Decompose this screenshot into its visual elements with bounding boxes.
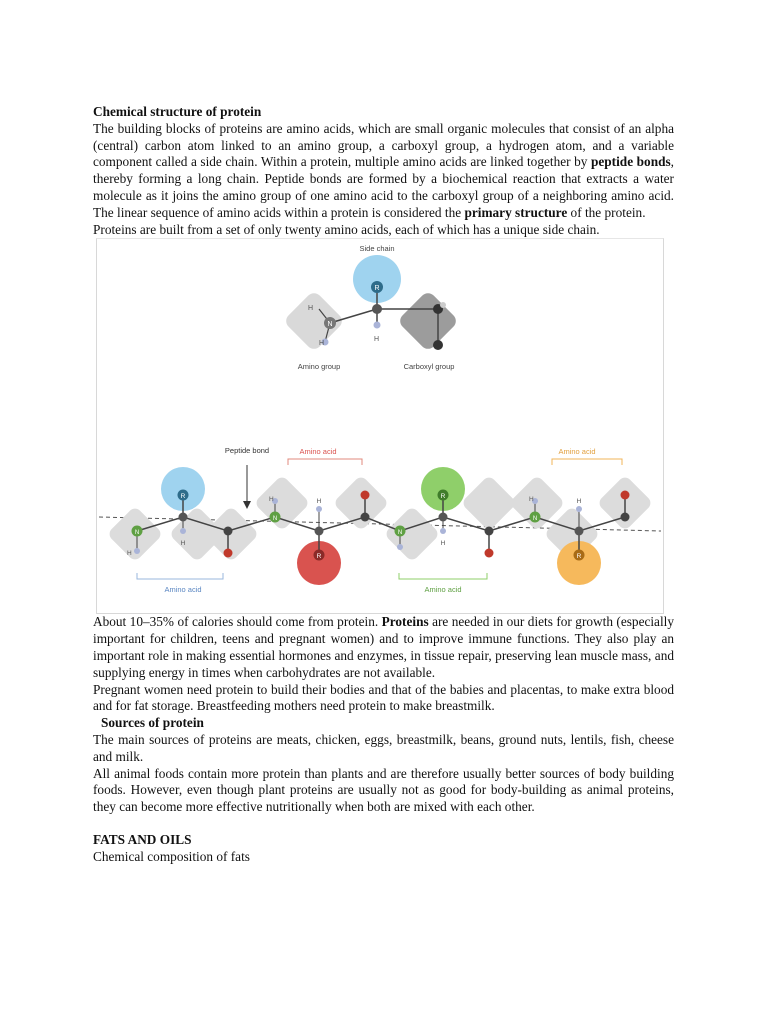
atom-label-n: N (272, 516, 278, 523)
atom-label-h: H (127, 550, 132, 558)
atom-label-h: H (440, 540, 446, 548)
text: , thereby forming a long chain. Peptide bonds are formed by a biochemical reaction that extracts a water molecule as it joins the amino group of one amino acid to the carboxyl group of a neighboring amino acid. The linear sequence of amino acids within a protein is considered the (93, 154, 674, 220)
carboxyl-group-diamond (397, 290, 459, 352)
text: About 10–35% of calories should come from protein. (93, 614, 382, 630)
label-peptide-bond: Peptide bond (224, 446, 270, 456)
text: The building blocks of proteins are amino acids, which are small organic molecules that consist of an alpha (central) carbon atom linked to an amino group, a carboxyl group, a hydrogen atom, and a variable component called a side chain. Within a protein, multiple amino acids are linked together by (93, 120, 674, 170)
paragraph-calories (93, 614, 674, 681)
atom-label-n: N (397, 530, 403, 537)
atom-label-r: R (440, 493, 446, 501)
subheading-composition-fats: Chemical composition of fats (93, 848, 250, 864)
atom-label-n: N (532, 516, 538, 523)
polypeptide-chain (99, 446, 661, 594)
atom-label-h: H (180, 540, 186, 548)
atom-label-h: H (308, 305, 314, 313)
atom-label-h: H (316, 498, 322, 506)
spacer (93, 816, 674, 832)
paragraph-pregnant-women: Pregnant women need protein to build their bodies and that of the babies and placentas, to make extra blood and for fat storage. Breastfeeding mothers need protein to make breastmilk. (93, 681, 674, 714)
paragraph-twenty-amino-acids: Proteins are built from a set of only twenty amino acids, each of which has a unique side chain. (93, 221, 600, 237)
atom-label-h: H (319, 340, 325, 348)
atom-label-r: R (316, 553, 322, 561)
single-amino-acid (283, 244, 459, 371)
bold-primary-structure: primary structure (464, 204, 568, 220)
atom-label-h: H (529, 496, 534, 504)
alpha-carbon (372, 304, 382, 314)
atom-label-h: H (576, 498, 582, 506)
section-heading-protein-structure: Chemical structure of protein (93, 104, 262, 119)
paragraph-main-sources: The main sources of proteins are meats, chicken, eggs, breastmilk, beans, ground nuts, lentils, fish, cheese and milk. (93, 731, 674, 764)
paragraph-animal-foods: All animal foods contain more protein than plants and are therefore usually better sources of body building foods. However, even though plant proteins are usually not as good for body-building as animal proteins, they can become more effective nutritionally when both are mixed with each other. (93, 765, 674, 815)
text: of the protein. (567, 204, 646, 220)
atom-label-h: H (374, 336, 380, 344)
atom-label-r: R (180, 493, 186, 501)
section-heading-fats: FATS AND OILS (93, 831, 192, 847)
hydrogen-atom (374, 322, 381, 329)
amino-acid-figure (96, 238, 664, 614)
bold-proteins: Proteins (381, 614, 429, 630)
label-amino-group: Amino group (297, 362, 341, 372)
amino-acid-diagram (97, 239, 663, 613)
label-amino-acid-green: Amino acid (424, 585, 462, 595)
label-amino-acid-blue: Amino acid (164, 585, 202, 595)
text: are needed in our diets for growth (especially important for children, teens and pregnant women) and to improve immune functions. They also play an important role in making essential hormones and enzymes, in tissue repair, preserving lean muscle mass, and supplying energy in times when carbohydrates are not available. (93, 614, 674, 680)
label-amino-acid-orange: Amino acid (558, 447, 596, 457)
section-heading-sources: Sources of protein (101, 715, 204, 731)
bold-peptide-bonds: peptide bonds (590, 154, 671, 170)
label-side-chain: Side chain (359, 244, 395, 254)
atom-label-n: N (134, 530, 140, 537)
document-page (93, 104, 674, 866)
paragraph-protein-structure (93, 121, 674, 222)
atom-label-n: N (327, 321, 333, 329)
label-amino-acid-red: Amino acid (299, 447, 337, 457)
atom-label-h: H (269, 496, 274, 504)
atom-label-r: R (576, 553, 582, 561)
atom-label-r: R (374, 285, 380, 293)
label-carboxyl-group: Carboxyl group (403, 362, 455, 372)
